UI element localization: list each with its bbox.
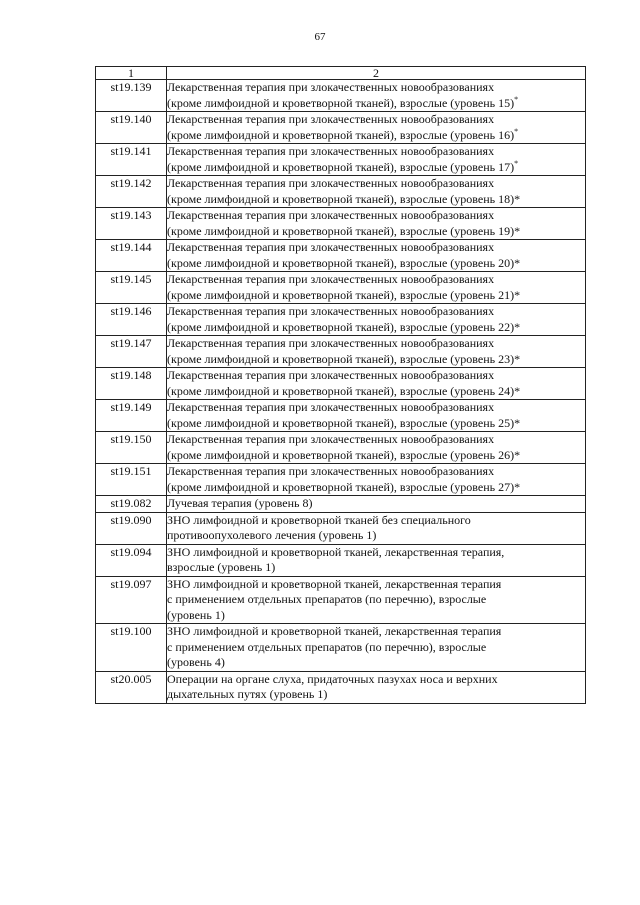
description-line [167, 368, 585, 384]
description-text: (кроме лимфоидной и кроветворной тканей), взрослые (уровень 22)* [167, 319, 521, 334]
description-line [167, 128, 585, 144]
table-row [96, 368, 586, 400]
description-line [167, 112, 585, 128]
description-line [167, 240, 585, 256]
description-text: Лекарственная терапия при злокачественных новообразованиях [167, 144, 495, 158]
footnote-mark: * [514, 126, 519, 136]
row-description [167, 432, 586, 464]
description-line [167, 208, 585, 224]
row-code: st19.097 [96, 576, 167, 624]
description-line [167, 336, 585, 352]
table-row [96, 304, 586, 336]
description-text: (кроме лимфоидной и кроветворной тканей), взрослые (уровень 17) [167, 159, 515, 174]
code-table [95, 66, 586, 704]
description-text: (кроме лимфоидной и кроветворной тканей), взрослые (уровень 23)* [167, 351, 521, 366]
table-row [96, 496, 586, 513]
description-line [167, 640, 585, 656]
row-description [167, 624, 586, 672]
description-text: Лекарственная терапия при злокачественных новообразованиях [167, 400, 495, 414]
row-code: st19.142 [96, 176, 167, 208]
description-text: (уровень 4) [167, 655, 225, 669]
description-text: (кроме лимфоидной и кроветворной тканей), взрослые (уровень 19)* [167, 223, 521, 238]
description-text: (кроме лимфоидной и кроветворной тканей), взрослые (уровень 27)* [167, 479, 521, 494]
footnote-mark: * [514, 94, 519, 104]
description-line [167, 96, 585, 112]
description-text: (кроме лимфоидной и кроветворной тканей), взрослые (уровень 15) [167, 95, 515, 110]
description-text: Лекарственная терапия при злокачественных новообразованиях [167, 80, 495, 94]
row-description [167, 576, 586, 624]
table-row [96, 576, 586, 624]
row-code: st19.146 [96, 304, 167, 336]
description-line [167, 513, 585, 529]
description-line [167, 176, 585, 192]
table-row [96, 176, 586, 208]
description-text: ЗНО лимфоидной и кроветворной тканей, лекарственная терапия [167, 624, 502, 638]
description-text: (кроме лимфоидной и кроветворной тканей), взрослые (уровень 18)* [167, 191, 521, 206]
description-text: Лекарственная терапия при злокачественных новообразованиях [167, 176, 495, 190]
row-description [167, 512, 586, 544]
description-line [167, 144, 585, 160]
row-description [167, 544, 586, 576]
description-text: Лекарственная терапия при злокачественных новообразованиях [167, 304, 495, 318]
description-line [167, 560, 585, 576]
table-row [96, 671, 586, 703]
row-code: st20.005 [96, 671, 167, 703]
row-code: st19.145 [96, 272, 167, 304]
description-text: взрослые (уровень 1) [167, 560, 276, 574]
table-row [96, 208, 586, 240]
description-text: Лекарственная терапия при злокачественных новообразованиях [167, 208, 495, 222]
description-line [167, 288, 585, 304]
description-line [167, 687, 585, 703]
table-body [96, 80, 586, 704]
description-line [167, 384, 585, 400]
row-description [167, 176, 586, 208]
table-row [96, 400, 586, 432]
row-description [167, 400, 586, 432]
description-line [167, 464, 585, 480]
description-text: (кроме лимфоидной и кроветворной тканей), взрослые (уровень 26)* [167, 447, 521, 462]
description-line [167, 528, 585, 544]
table-row [96, 80, 586, 112]
description-text: Лучевая терапия (уровень 8) [167, 496, 313, 510]
description-line [167, 624, 585, 640]
row-description [167, 671, 586, 703]
description-text: с применением отдельных препаратов (по перечню), взрослые [167, 639, 487, 654]
description-line [167, 496, 585, 512]
description-line [167, 352, 585, 368]
row-description [167, 304, 586, 336]
row-code: st19.148 [96, 368, 167, 400]
description-line [167, 272, 585, 288]
description-line [167, 256, 585, 272]
description-line [167, 304, 585, 320]
row-code: st19.147 [96, 336, 167, 368]
description-text: ЗНО лимфоидной и кроветворной тканей, лекарственная терапия [167, 576, 502, 591]
row-description [167, 208, 586, 240]
table-row [96, 336, 586, 368]
description-text: (уровень 1) [167, 607, 225, 622]
row-code: st19.140 [96, 112, 167, 144]
table-row [96, 512, 586, 544]
table-row [96, 272, 586, 304]
description-line [167, 224, 585, 240]
description-text: (кроме лимфоидной и кроветворной тканей), взрослые (уровень 16) [167, 127, 515, 142]
description-line [167, 416, 585, 432]
description-text: Лекарственная терапия при злокачественных новообразованиях [167, 432, 495, 446]
description-text: с применением отдельных препаратов (по перечню), взрослые [167, 592, 487, 606]
description-line [167, 192, 585, 208]
row-code: st19.144 [96, 240, 167, 272]
header-row [96, 67, 586, 80]
table-row [96, 544, 586, 576]
description-line [167, 320, 585, 336]
description-text: (кроме лимфоидной и кроветворной тканей), взрослые (уровень 21)* [167, 287, 521, 302]
description-text: Лекарственная терапия при злокачественных новообразованиях [167, 336, 495, 350]
row-code: st19.094 [96, 544, 167, 576]
row-description [167, 144, 586, 176]
row-description [167, 272, 586, 304]
description-text: Лекарственная терапия при злокачественных новообразованиях [167, 240, 495, 254]
table-row [96, 464, 586, 496]
description-text: Лекарственная терапия при злокачественных новообразованиях [167, 272, 495, 286]
table-row [96, 432, 586, 464]
row-code: st19.139 [96, 80, 167, 112]
row-code: st19.143 [96, 208, 167, 240]
column-header-2: 2 [167, 67, 586, 80]
column-header-1: 1 [96, 67, 167, 80]
row-description [167, 112, 586, 144]
row-description [167, 240, 586, 272]
footnote-mark: * [514, 158, 519, 168]
row-description [167, 336, 586, 368]
description-line [167, 448, 585, 464]
row-code: st19.100 [96, 624, 167, 672]
description-text: Лекарственная терапия при злокачественных новообразованиях [167, 464, 495, 478]
description-text: дыхательных путях (уровень 1) [167, 687, 328, 701]
description-line [167, 577, 585, 593]
table-row [96, 144, 586, 176]
row-code: st19.082 [96, 496, 167, 513]
description-text: Операции на органе слуха, придаточных пазухах носа и верхних [167, 671, 498, 686]
description-text: Лекарственная терапия при злокачественных новообразованиях [167, 368, 495, 382]
row-description [167, 496, 586, 513]
description-line [167, 400, 585, 416]
description-text: противоопухолевого лечения (уровень 1) [167, 528, 377, 542]
page-number: 67 [314, 31, 326, 43]
description-line [167, 655, 585, 671]
table-row [96, 240, 586, 272]
row-code: st19.090 [96, 512, 167, 544]
description-line [167, 480, 585, 496]
description-line [167, 672, 585, 688]
row-description [167, 80, 586, 112]
description-line [167, 80, 585, 96]
description-line [167, 608, 585, 624]
table-row [96, 624, 586, 672]
row-code: st19.149 [96, 400, 167, 432]
table-row [96, 112, 586, 144]
row-code: st19.141 [96, 144, 167, 176]
description-text: (кроме лимфоидной и кроветворной тканей), взрослые (уровень 20)* [167, 255, 521, 270]
row-code: st19.151 [96, 464, 167, 496]
description-line [167, 592, 585, 608]
description-line [167, 545, 585, 561]
description-text: ЗНО лимфоидной и кроветворной тканей без специального [167, 512, 471, 527]
description-line [167, 432, 585, 448]
row-description [167, 368, 586, 400]
description-line [167, 160, 585, 176]
row-code: st19.150 [96, 432, 167, 464]
description-text: ЗНО лимфоидной и кроветворной тканей, лекарственная терапия, [167, 544, 505, 559]
description-text: Лекарственная терапия при злокачественных новообразованиях [167, 112, 495, 126]
row-description [167, 464, 586, 496]
description-text: (кроме лимфоидной и кроветворной тканей), взрослые (уровень 25)* [167, 415, 521, 430]
description-text: (кроме лимфоидной и кроветворной тканей), взрослые (уровень 24)* [167, 383, 521, 398]
